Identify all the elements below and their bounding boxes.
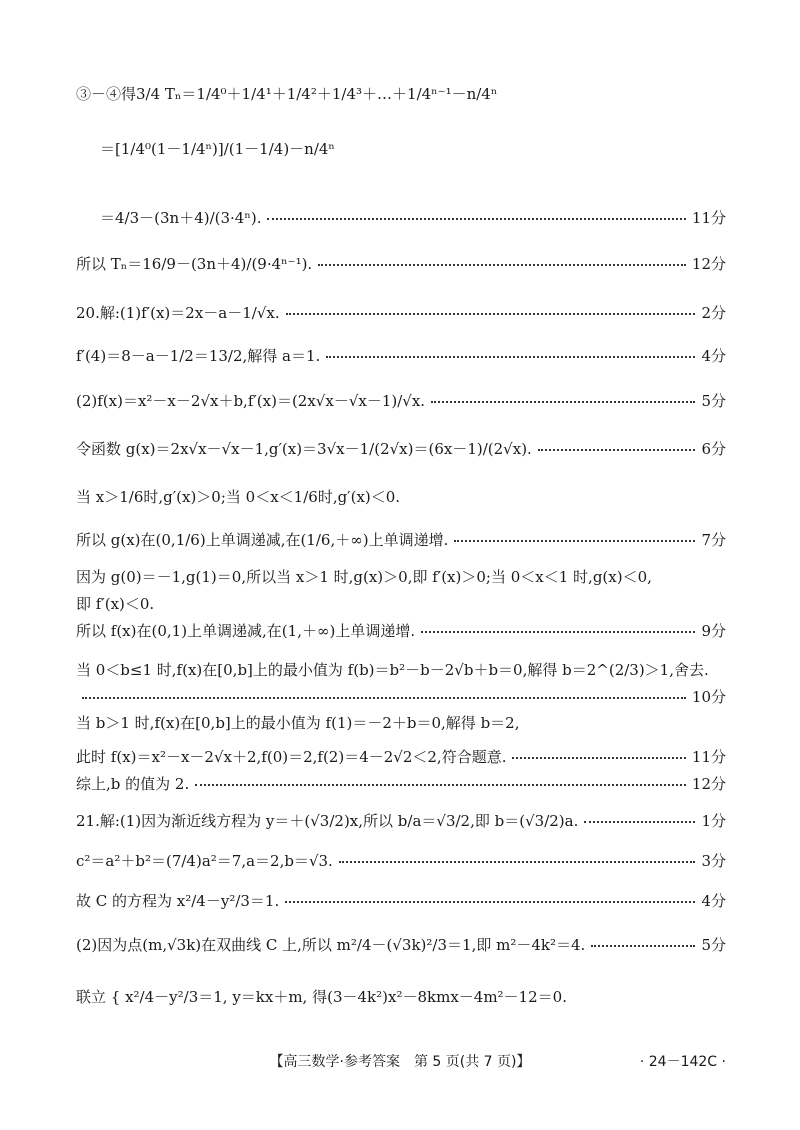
leader-dots	[286, 313, 696, 315]
score-label: 5分	[701, 391, 726, 410]
solution-line	[76, 885, 726, 915]
leader-dots	[326, 356, 695, 358]
solution-line	[76, 340, 726, 370]
line-text: ③－④得3/4 Tₙ＝1/4⁰＋1/4¹＋1/4²＋1/4³＋…＋1/4ⁿ⁻¹－n/4ⁿ	[76, 84, 498, 103]
line-text: 21.解:(1)因为渐近线方程为 y＝＋(√3/2)x,所以 b/a＝√3/2,即 b＝(√3/2)a.	[76, 811, 579, 830]
line-text: 令函数 g(x)＝2x√x－√x－1,g′(x)＝3√x－1/(2√x)＝(6x－1)/(2√x).	[76, 439, 532, 458]
solution-line	[76, 433, 726, 463]
line-text: (2)f(x)＝x²－x－2√x＋b,f′(x)＝(2x√x－√x－1)/√x.	[76, 391, 426, 410]
line-text: 故 C 的方程为 x²/4－y²/3＝1.	[76, 891, 280, 910]
leader-dots	[339, 861, 696, 863]
line-text: c²＝a²＋b²＝(7/4)a²＝7,a＝2,b＝√3.	[76, 851, 333, 870]
solution-line	[76, 615, 726, 645]
footer-title: 【高三数学·参考答案 第 5 页(共 7 页)】	[269, 1054, 531, 1070]
solution-line	[76, 588, 726, 618]
solution-line	[76, 561, 726, 591]
line-text: 当 b＞1 时,f(x)在[0,b]上的最小值为 f(1)＝－2＋b＝0,解得 b＝2,	[76, 713, 520, 732]
score-label: 10分	[691, 687, 726, 706]
leader-dots	[431, 401, 695, 403]
line-text: f′(4)＝8－a－1/2＝13/2,解得 a＝1.	[76, 346, 321, 365]
solution-line	[76, 768, 726, 798]
line-text: 所以 Tₙ＝16/9－(3n＋4)/(9·4ⁿ⁻¹).	[76, 254, 313, 273]
leader-dots	[584, 821, 695, 823]
leader-dots	[454, 540, 695, 542]
solution-line	[76, 845, 726, 875]
score-label: 11分	[691, 747, 726, 766]
line-text: 联立 { x²/4－y²/3＝1, y＝kx＋m, 得(3－4k²)x²－8kmx－4m²－12＝0.	[76, 987, 567, 1006]
score-label: 12分	[691, 774, 726, 793]
solution-line	[100, 202, 726, 232]
line-text: 所以 g(x)在(0,1/6)上单调递减,在(1/6,＋∞)上单调递增.	[76, 530, 449, 549]
score-label: 4分	[701, 346, 726, 365]
solution-line	[76, 481, 726, 511]
leader-dots	[318, 264, 686, 266]
score-label: 1分	[701, 811, 726, 830]
leader-dots	[591, 945, 695, 947]
score-label: 2分	[701, 303, 726, 322]
solution-line	[76, 654, 726, 684]
leader-dots	[285, 901, 695, 903]
line-text: (2)因为点(m,√3k)在双曲线 C 上,所以 m²/4－(√3k)²/3＝1,即 m²－4k²＝4.	[76, 935, 586, 954]
line-text: ＝4/3－(3n＋4)/(3·4ⁿ).	[100, 208, 262, 227]
footer-code: · 24－142C ·	[639, 1054, 726, 1070]
line-text: 即 f′(x)＜0.	[76, 594, 155, 613]
solution-line	[76, 78, 726, 108]
score-label: 9分	[701, 621, 726, 640]
score-label: 4分	[701, 891, 726, 910]
solution-line	[76, 805, 726, 835]
score-label: 6分	[701, 439, 726, 458]
leader-dots	[82, 697, 686, 699]
leader-dots	[512, 757, 685, 759]
score-label: 7分	[701, 530, 726, 549]
score-label: 5分	[701, 935, 726, 954]
solution-line	[76, 385, 726, 415]
line-text: 当 x＞1/6时,g′(x)＞0;当 0＜x＜1/6时,g′(x)＜0.	[76, 487, 401, 506]
page-footer	[0, 1046, 800, 1076]
solution-line	[76, 981, 726, 1011]
leader-dots	[538, 449, 696, 451]
leader-dots	[421, 631, 695, 633]
score-label: 12分	[691, 254, 726, 273]
line-text: 综上,b 的值为 2.	[76, 774, 190, 793]
solution-line	[76, 707, 726, 737]
line-text: 因为 g(0)＝－1,g(1)＝0,所以当 x＞1 时,g(x)＞0,即 f′(x)＞0;当 0＜x＜1 时,g(x)＜0,	[76, 567, 652, 586]
score-label: 11分	[691, 208, 726, 227]
solution-line	[76, 524, 726, 554]
leader-dots	[267, 218, 685, 220]
line-text: 20.解:(1)f′(x)＝2x－a－1/√x.	[76, 303, 280, 322]
solution-line	[76, 741, 726, 771]
solution-line	[76, 248, 726, 278]
line-text: 所以 f(x)在(0,1)上单调递减,在(1,＋∞)上单调递增.	[76, 621, 416, 640]
leader-dots	[195, 784, 686, 786]
line-text: ＝[1/4⁰(1－1/4ⁿ)]/(1－1/4)－n/4ⁿ	[100, 139, 335, 158]
line-text: 当 0＜b≤1 时,f(x)在[0,b]上的最小值为 f(b)＝b²－b－2√b＋b＝0,解得 b＝2^(2/3)＞1,舍去.	[76, 660, 709, 679]
score-label: 3分	[701, 851, 726, 870]
line-text: 此时 f(x)＝x²－x－2√x＋2,f(0)＝2,f(2)＝4－2√2＜2,符合题意.	[76, 747, 507, 766]
solution-line	[100, 133, 726, 163]
solution-line	[76, 929, 726, 959]
solution-line	[76, 297, 726, 327]
